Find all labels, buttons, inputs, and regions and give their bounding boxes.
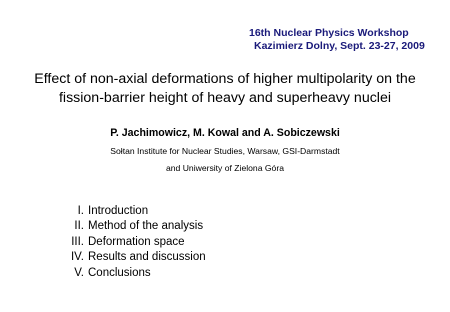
outline-item-conclusions bbox=[0, 266, 450, 281]
outline-item-text: Conclusions bbox=[88, 266, 151, 279]
outline-item-introduction bbox=[0, 204, 450, 219]
outline-item-text: Results and discussion bbox=[88, 251, 206, 264]
outline-item-text: Deformation space bbox=[88, 235, 185, 248]
outline-item-number: III. bbox=[71, 235, 84, 248]
outline-item-number: IV. bbox=[70, 251, 84, 264]
slide-title-line1: Effect of non-axial deformations of higher multipolarity on the bbox=[34, 71, 416, 87]
outline-item-results bbox=[0, 250, 450, 265]
outline-item-number: II. bbox=[74, 220, 84, 233]
workshop-place-date: Kazimierz Dolny, Sept. 23-27, 2009 bbox=[254, 40, 425, 52]
outline-item-method bbox=[0, 219, 450, 234]
authors: P. Jachimowicz, M. Kowal and A. Sobiczewski bbox=[110, 127, 340, 139]
outline-item-text: Introduction bbox=[88, 205, 149, 217]
affiliation-line2: and Uniwersity of Zielona Góra bbox=[166, 163, 284, 173]
outline-list bbox=[0, 204, 450, 281]
outline-item-number: I. bbox=[77, 205, 84, 217]
outline-item-text: Method of the analysis bbox=[88, 220, 204, 233]
workshop-name: 16th Nuclear Physics Workshop bbox=[249, 27, 409, 39]
affiliation-line1: Sołtan Institute for Nuclear Studies, Warsaw, GSI-Darmstadt bbox=[110, 146, 340, 156]
slide-title-line2: fission-barrier height of heavy and superheavy nuclei bbox=[58, 90, 392, 106]
outline-item-number: V. bbox=[74, 266, 84, 279]
outline-item-deformation-space bbox=[0, 235, 450, 250]
